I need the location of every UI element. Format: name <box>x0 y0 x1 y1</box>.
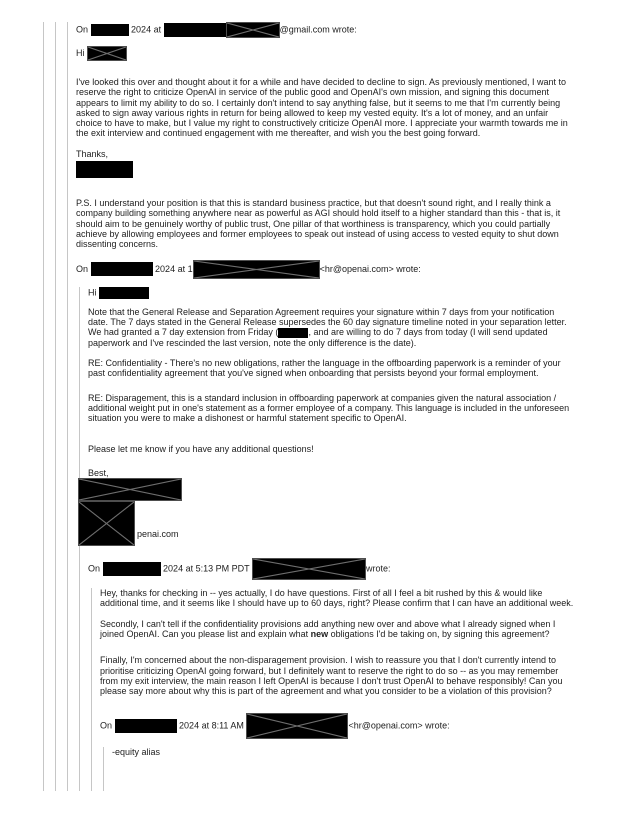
email1-body: I've looked this over and thought about it for a while and have decided to decline to sign. As previously mentioned, I want to reserve the right to criticize OpenAI in service of the public good and OpenAI's own mission, and signing this document appears to limit my ability to do so. I certainly don't intend to say anything false, but it seems to me that I'm currently being asked to sign away various rights in return for being allowed to keep my vested equity. It's a lot of money, and an unfair choice to have to make, but I value my right to constructively criticize OpenAI more. I appreciate your warmth towards me in the exit interview and continued engagement with me thereafter, and wish you the best going forward. <box>76 77 568 139</box>
redaction-box-name-x <box>252 558 366 580</box>
signoff-text: Thanks, <box>76 148 109 159</box>
greeting-line <box>88 287 574 299</box>
attribution-line-hr <box>76 260 574 279</box>
attribution-text: On <box>100 719 113 730</box>
email2-para3: RE: Disparagement, this is a standard inclusion in offboarding paperwork at companies given the natural association / additional weight put in one's statement as a former employee of a company. This language is included in the unforeseen situation you were to make a dishonest or harmful statement specific to OpenAI. <box>88 392 570 424</box>
email1-ps: P.S. I understand your position is that this is standard business practice, but that doesn't sound right, and I really think a company building something anywhere near as powerful as AGI should hold itself to a higher standard than this - that is, it should aim to be genuinely worthy of public trust, One pillar of that worthiness is transparency, which you could partially achieve by allowing employees and former employees to speak out instead of using access to vested equity to shut down dissenting concerns. <box>76 198 561 250</box>
email2-para1 <box>88 307 574 349</box>
quote-level-2 <box>55 22 574 791</box>
attribution-text: <hr@openai.com> wrote: <box>348 719 450 730</box>
redaction-box-date <box>278 328 308 338</box>
redaction-box-date <box>91 24 129 36</box>
redaction-box-name-x <box>226 22 280 38</box>
attribution-text: 2024 at 8:11 AM <box>179 719 244 730</box>
redaction-box-name <box>99 287 149 299</box>
bold-word-new: new <box>310 629 329 640</box>
attribution-text: On <box>76 263 89 274</box>
attribution-text: 2024 at 1 <box>155 263 193 274</box>
quote-level-3 <box>67 22 574 791</box>
attribution-line-employee <box>88 558 574 580</box>
redaction-box-date <box>91 262 153 276</box>
quote-level-5 <box>91 588 574 791</box>
greeting-text: Hi <box>88 286 97 297</box>
email3-para1: Hey, thanks for checking in -- yes actually, I do have questions. First of all I feel a bit rushed by this & would like additional time, and it seems like I should have up to 60 days, right? Please confirm that I can have an additional week. <box>100 588 574 609</box>
email3-para3: Finally, I'm concerned about the non-disparagement provision. I wish to reassure you that I don't currently intend to prioritise criticizing OpenAI going forward, but I definitely want to reserve the right to do so -- as you may remember from my exit interview, the main reason I left OpenAI is because I don't trust OpenAI to behave responsibly! Can you please say more about why this is part of the agreement and what you consider to be a violation of this provision? <box>100 655 563 697</box>
attribution-text: @gmail.com wrote: <box>279 24 357 35</box>
redaction-box-date <box>103 562 161 576</box>
signature-domain-text: penai.com <box>137 528 179 539</box>
paragraph-text: Note that the General Release and Separation Agreement requires your signature within 7 days from your notification date. The 7 days stated in the General Release supersedes the 60 day signature timeline noted in your separation letter. We had granted a 7 day extension from Friday ( <box>88 306 567 338</box>
redaction-box-name-x <box>193 260 320 279</box>
email2-para4: Please let me know if you have any additional questions! <box>88 443 314 454</box>
redaction-box-signature <box>76 161 133 178</box>
redaction-box-signature-x <box>78 478 182 501</box>
redaction-box-name-x <box>87 46 127 61</box>
paragraph-text: obligations I'd be taking on, by signing this agreement? <box>328 629 550 640</box>
redaction-box-name <box>164 23 226 37</box>
paragraph-text: , and are willing to do 7 days from today (I will send updated paperwork and I've rescinded the last version, note the only difference is the date). <box>88 327 548 348</box>
attribution-text: 2024 at 5:13 PM PDT <box>163 563 250 574</box>
attribution-text: On <box>76 24 89 35</box>
attribution-text: 2024 at <box>131 24 162 35</box>
attribution-line-gmail <box>76 22 574 38</box>
email3-para2 <box>100 619 574 640</box>
redaction-box-name-x <box>246 713 348 739</box>
greeting-line <box>76 46 574 61</box>
paragraph-text: Secondly, I can't tell if the confidentiality provisions add anything new over and above what I already signed when I joined OpenAI. Can you please list and explain what <box>100 618 556 640</box>
attribution-line-hr-first <box>100 713 574 739</box>
signoff-text: Best, <box>88 467 109 478</box>
quote-level-4 <box>79 287 574 791</box>
redaction-box-date <box>115 719 177 733</box>
attribution-text: wrote: <box>365 563 391 574</box>
signature-row <box>88 501 574 546</box>
email2-para2: RE: Confidentiality - There's no new obligations, rather the language in the offboarding paperwork is a reminder of your past confidentiality agreement that you've signed when onboarding that persists beyond your formal employment. <box>88 358 561 379</box>
redaction-box-signature-x <box>78 501 135 546</box>
greeting-text: Hi <box>76 47 85 58</box>
attribution-text: On <box>88 563 101 574</box>
quote-level-1 <box>43 22 574 791</box>
quote-level-6 <box>103 747 574 791</box>
attribution-text: <hr@openai.com> wrote: <box>319 263 421 274</box>
email4-quoted-line: -equity alias <box>112 746 161 757</box>
